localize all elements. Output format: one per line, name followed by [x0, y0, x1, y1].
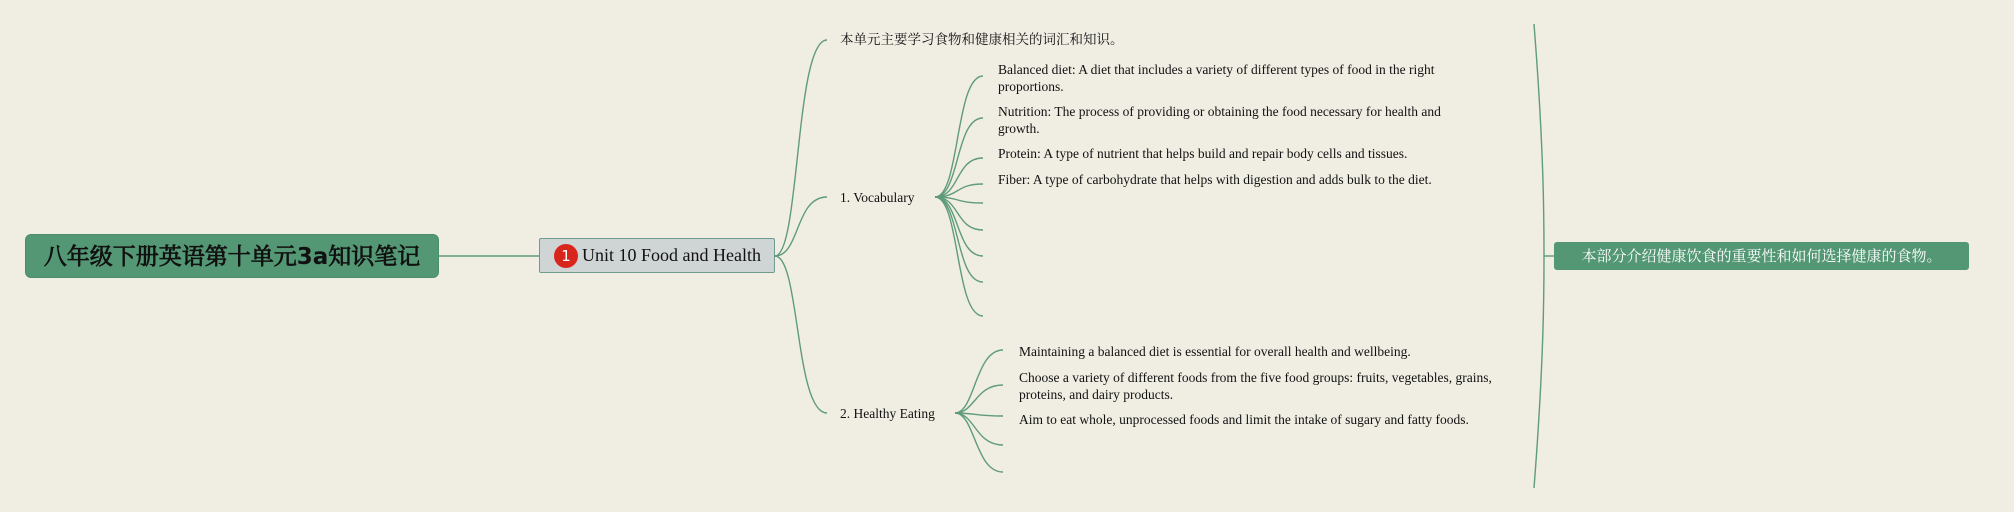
- healthy-eating-node[interactable]: 2. Healthy Eating: [840, 406, 935, 421]
- connector-vocab-empty-4: [935, 197, 983, 282]
- connector-healthy-empty-2: [955, 413, 1003, 472]
- connector-healthy-empty-1: [955, 413, 1003, 445]
- vocabulary-item-protein[interactable]: Protein: A type of nutrient that helps build and repair body cells and tissues.: [998, 146, 1408, 161]
- main-topic-label: Unit 10 Food and Health: [582, 245, 761, 265]
- summary-brace: [1534, 24, 1544, 488]
- vocabulary-item-fiber[interactable]: Fiber: A type of carbohydrate that helps with digestion and adds bulk to the diet.: [998, 172, 1432, 187]
- connector-vocab-item-1: [935, 76, 983, 197]
- vocabulary-item-balanced-diet[interactable]: Balanced diet: A diet that includes a variety of different types of food in the right proportions.: [998, 62, 1435, 94]
- connector-topic-intro: [775, 40, 827, 256]
- summary-node[interactable]: 本部分介绍健康饮食的重要性和如何选择健康的食物。: [1554, 242, 1969, 270]
- vocabulary-node[interactable]: 1. Vocabulary: [840, 190, 915, 205]
- vocabulary-item-nutrition[interactable]: Nutrition: The process of providing or obtaining the food necessary for health and growth.: [998, 104, 1441, 136]
- main-topic-unit-10[interactable]: [539, 238, 775, 273]
- root-topic[interactable]: 八年级下册英语第十单元3a知识笔记: [25, 234, 439, 278]
- priority-1-icon: 1: [554, 244, 578, 268]
- connector-vocab-empty-3: [935, 197, 983, 256]
- intro-node[interactable]: 本单元主要学习食物和健康相关的词汇和知识。: [840, 32, 1124, 48]
- healthy-eating-item-food-groups[interactable]: Choose a variety of different foods from the five food groups: fruits, vegetables, grains, proteins, and dairy products.: [1019, 370, 1492, 402]
- healthy-eating-item-balanced-diet[interactable]: Maintaining a balanced diet is essential for overall health and wellbeing.: [1019, 344, 1411, 359]
- connector-vocab-item-3: [935, 158, 983, 197]
- connector-topic-healthy-eating: [775, 256, 827, 413]
- healthy-eating-item-whole-foods[interactable]: Aim to eat whole, unprocessed foods and limit the intake of sugary and fatty foods.: [1019, 412, 1469, 427]
- connector-healthy-item-1: [955, 350, 1003, 413]
